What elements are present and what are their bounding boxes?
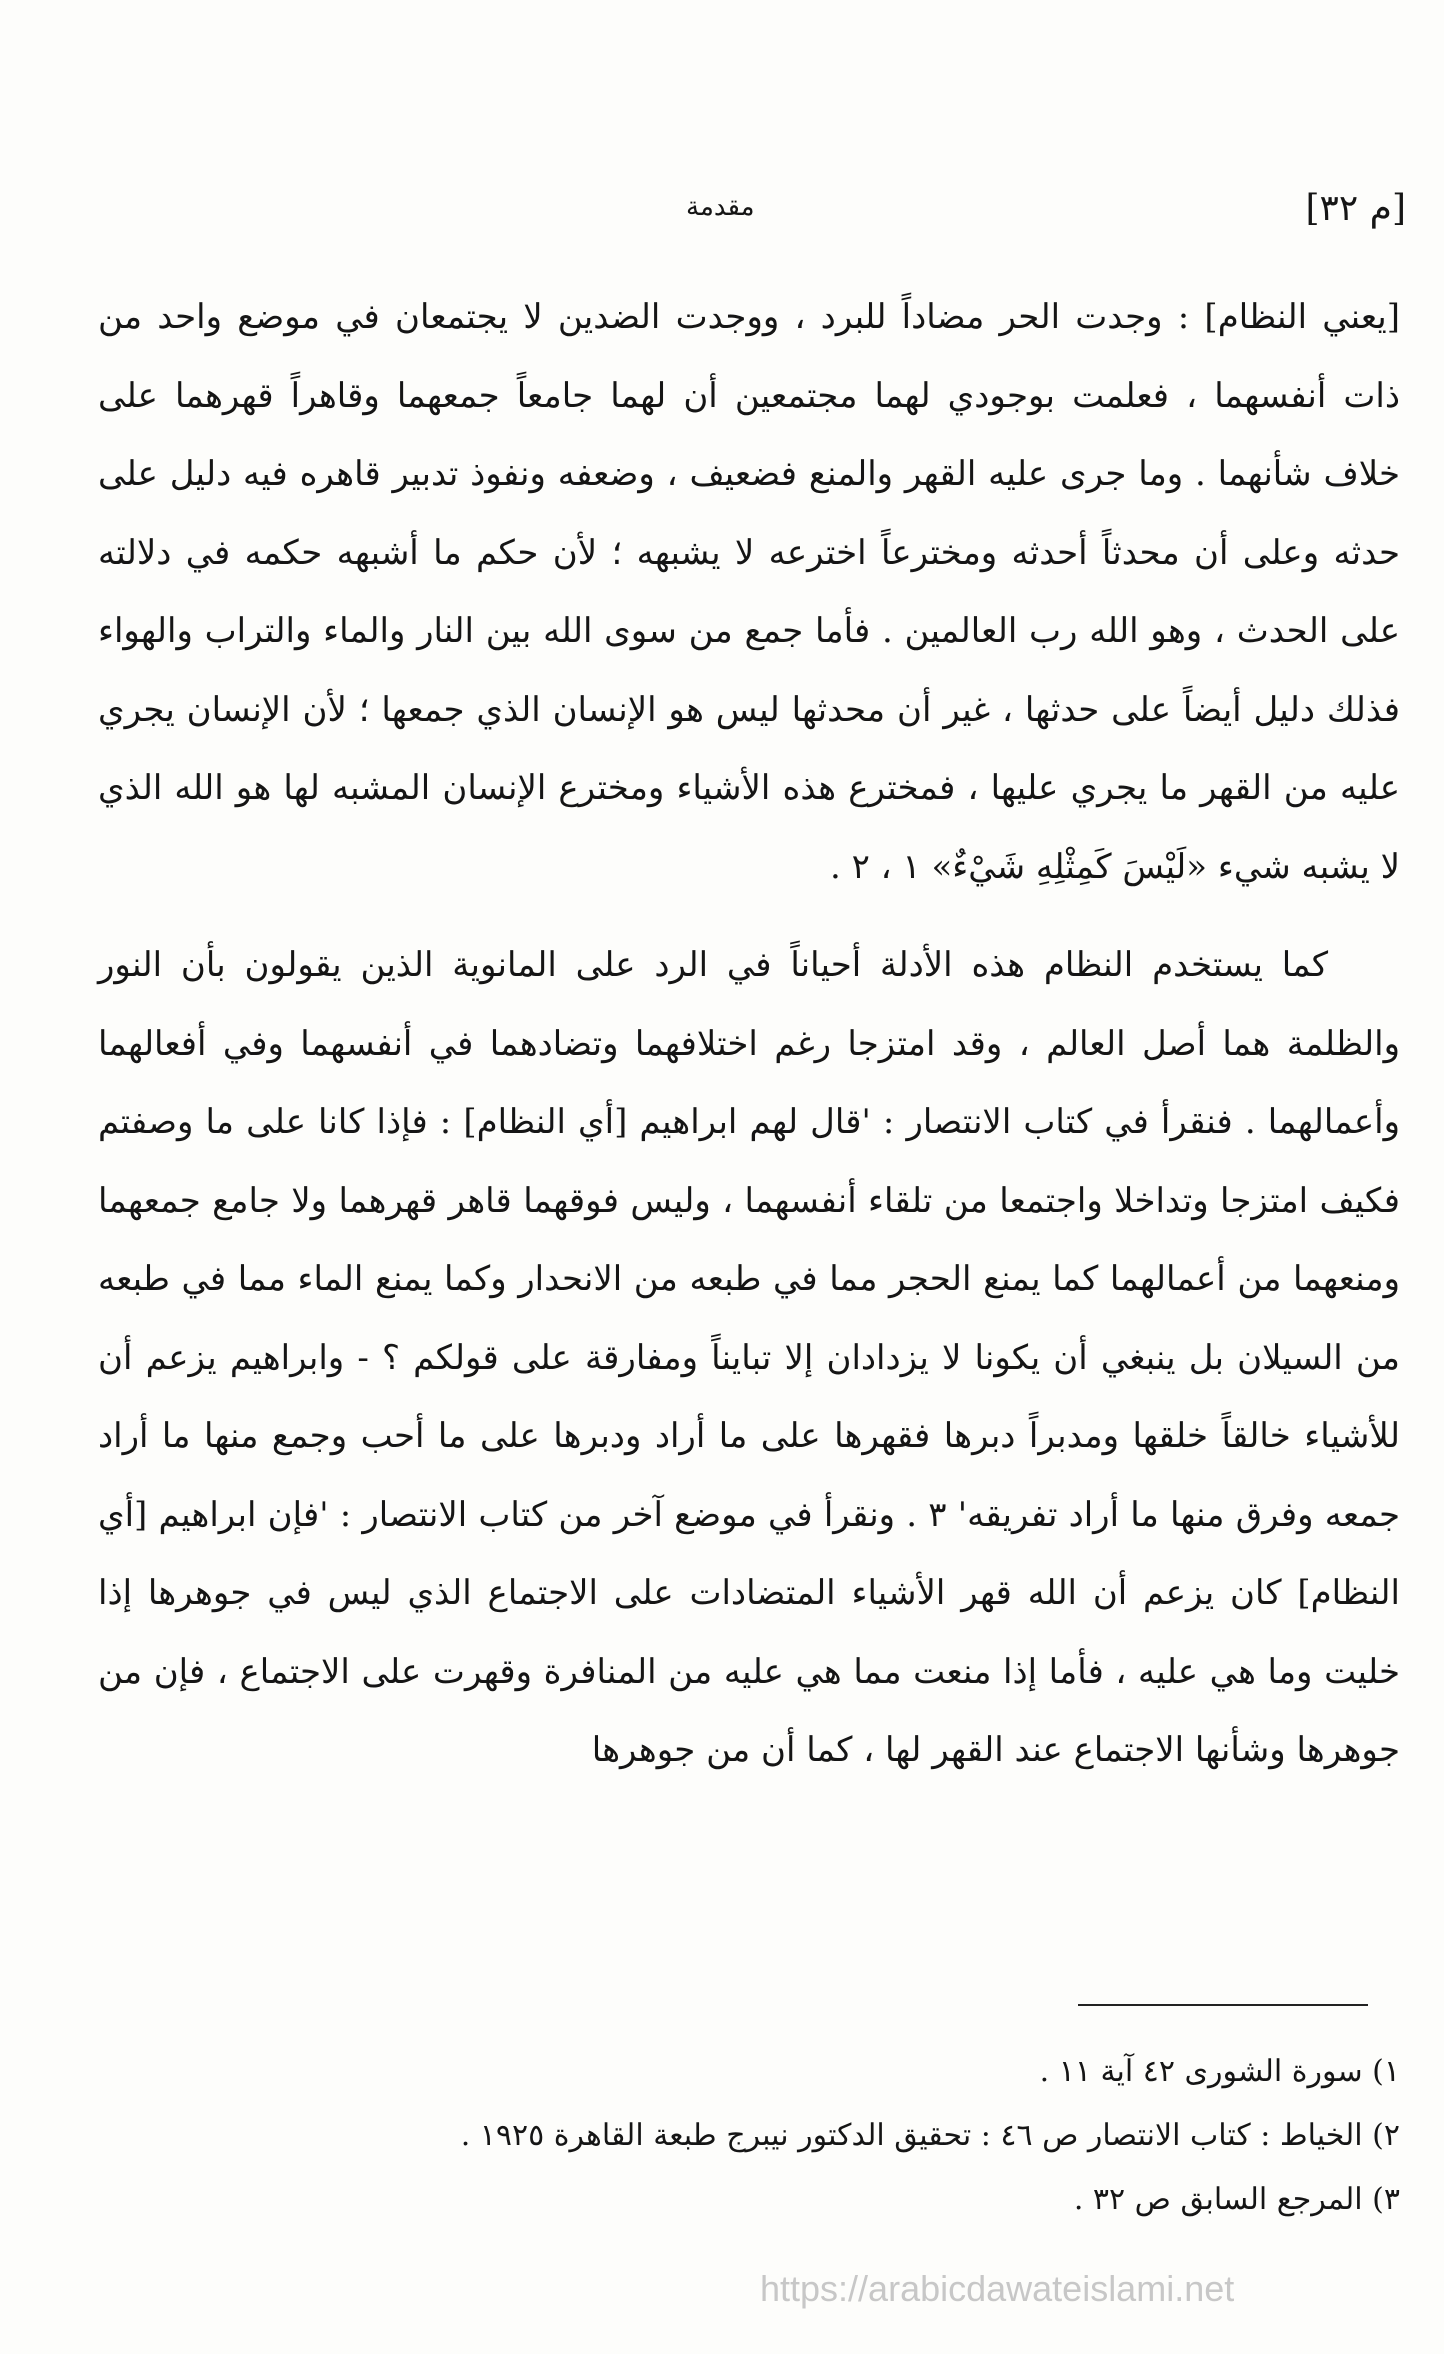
watermark-url: https://arabicdawateislami.net	[760, 2268, 1235, 2309]
footnote: ٢) الخياط : كتاب الانتصار ص ٤٦ : تحقيق الدكتور نيبرج طبعة القاهرة ١٩٢٥ .	[460, 2118, 1400, 2153]
paragraph: [يعني النظام] : وجدت الحر مضاداً للبرد ، ووجدت الضدين لا يجتمعان في موضع واحد من ذات أنفسهما ، فعلمت بوجودي لهما مجتمعين أن لهما جامعاً جمعهما وقاهراً قهرهما على خلاف شأنهما . وما جرى عليه القهر والمنع فضعيف ، وضعفه ونفوذ تدبير قاهره فيه دليل على حدثه وعلى أن محدثاً أحدثه ومخترعاً اخترعه لا يشبهه ؛ لأن حكم ما أشبهه حكمه في دلالته على الحدث ، وهو الله رب العالمين . فأما جمع من سوى الله بين النار والماء والتراب والهواء فذلك دليل أيضاً على حدثها ، غير أن محدثها ليس هو الإنسان الذي جمعها ؛ لأن الإنسان يجري عليه من القهر ما يجري عليها ، فمخترع هذه الأشياء ومخترع الإنسان المشبه لها هو الله الذي لا يشبه شيء «لَيْسَ كَمِثْلِهِ شَيْءٌ» ١ ، ٢ .	[98, 297, 1401, 887]
running-head	[0, 188, 1444, 228]
page-number: [م ٣٢]	[1305, 188, 1406, 229]
paragraph: كما يستخدم النظام هذه الأدلة أحياناً في الرد على المانوية الذين يقولون بأن النور والظلمة هما أصل العالم ، وقد امتزجا رغم اختلافهما وتضادهما في أنفسهما وفي أفعالهما وأعمالهما . فنقرأ في كتاب الانتصار : 'قال لهم ابراهيم [أي النظام] : فإذا كانا على ما وصفتم فكيف امتزجا وتداخلا واجتمعا من تلقاء أنفسهما ، وليس فوقهما قاهر قهرهما ولا جامع جمعهما ومنعهما من أعمالهما كما يمنع الحجر مما في طبعه من الانحدار وكما يمنع الماء مما في طبعه من السيلان بل ينبغي أن يكونا لا يزدادان إلا تبايناً ومفارقة على قولكم ؟ - وابراهيم يزعم أن للأشياء خالقاً خلقها ومدبراً دبرها فقهرها على ما أراد ودبرها على ما أحب وجمع منها ما أراد جمعه وفرق منها ما أراد تفريقه' ٣ . ونقرأ في موضع آخر من كتاب الانتصار : 'فإن ابراهيم [أي النظام] كان يزعم أن الله قهر الأشياء المتضادات على الاجتماع الذي ليس في جوهرها إذا خليت وما هي عليه ، فأما إذا منعت مما هي عليه من المنافرة وقهرت على الاجتماع ، فإن من جوهرها وشأنها الاجتماع عند القهر لها ، كما أن من جوهرها	[98, 945, 1400, 1770]
section-title: مقدمة	[686, 192, 755, 222]
footnote-divider	[1078, 2004, 1368, 2006]
footnotes	[140, 2040, 1400, 2232]
body-text	[98, 278, 1400, 1790]
footnote: ١) سورة الشورى ٤٢ آية ١١ .	[1039, 2054, 1400, 2089]
footnote: ٣) المرجع السابق ص ٣٢ .	[1073, 2182, 1400, 2217]
